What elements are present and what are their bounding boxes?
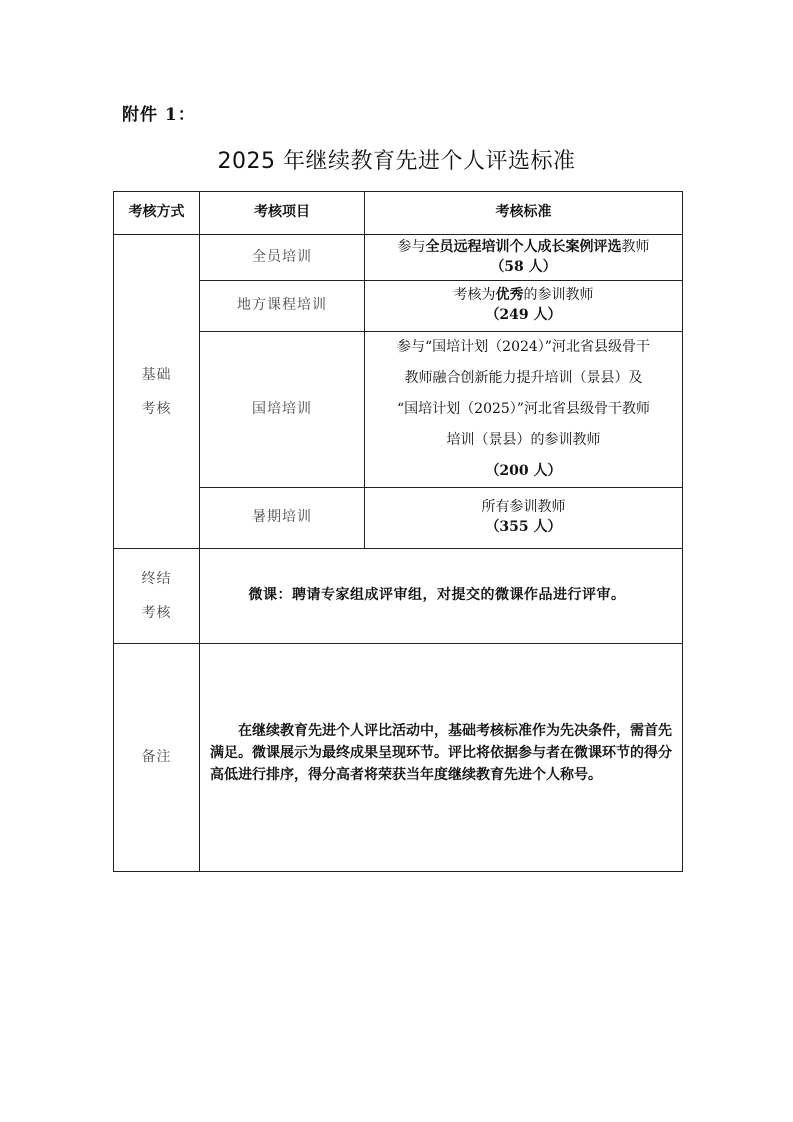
- participant-count: （249 人）: [485, 307, 562, 323]
- item-summer-training: 暑期培训: [200, 488, 365, 549]
- final-method-line1: 终结: [141, 571, 172, 587]
- standard-national-training: [365, 332, 683, 488]
- standard-text: 参与: [397, 238, 426, 255]
- basic-method-cell: [114, 235, 200, 549]
- item-local-course: 地方课程培训: [200, 281, 365, 332]
- standard-text: 所有参训教师: [481, 499, 566, 516]
- note-text: 在继续教育先进个人评比活动中，基础考核标准作为先决条件，需首先满足。微课展示为最终成果呈现环节。评比将依据参与者在微课环节的得分高低进行排序，得分高者将荣获当年度继续教育先进个人称号。: [210, 722, 672, 783]
- final-standard: 微课：聘请专家组成评审组，对提交的微课作品进行评审。: [200, 549, 683, 644]
- header-method: 考核方式: [114, 192, 200, 235]
- final-method-line2: 考核: [141, 605, 172, 621]
- final-method-cell: [114, 549, 200, 644]
- standard-text: 教师: [621, 238, 650, 255]
- standard-emphasis: 优秀: [495, 287, 524, 304]
- table-row: [114, 281, 683, 332]
- basic-method-line2: 考核: [141, 400, 172, 417]
- attachment-label: 附件 1：: [122, 105, 196, 125]
- note-cell: [200, 644, 683, 872]
- item-national-training: 国培培训: [200, 332, 365, 488]
- standard-line: “国培计划（2025）”河北省县级骨干教师: [397, 401, 650, 417]
- standard-summer-training: [365, 488, 683, 549]
- item-full-training: 全员培训: [200, 235, 365, 281]
- basic-method-line1: 基础: [141, 366, 172, 383]
- header-item: 考核项目: [200, 192, 365, 235]
- standard-text: 的参训教师: [523, 287, 594, 304]
- participant-count: （355 人）: [485, 519, 562, 535]
- note-label: 备注: [114, 644, 200, 872]
- standard-line: 教师融合创新能力提升培训（景县）及: [404, 370, 643, 386]
- standard-emphasis: 全员远程培训个人成长案例评选: [425, 238, 622, 255]
- criteria-table: [113, 191, 683, 872]
- standard-text: 考核为: [453, 287, 496, 304]
- standard-line: 参与“国培计划（2024）”河北省县级骨干: [397, 339, 650, 355]
- table-row: [114, 235, 683, 281]
- header-standard: 考核标准: [365, 192, 683, 235]
- table-row: [114, 488, 683, 549]
- standard-local-course: [365, 281, 683, 332]
- table-row: [114, 332, 683, 488]
- table-row: [114, 549, 683, 644]
- standard-full-training: [365, 235, 683, 281]
- table-row: [114, 644, 683, 872]
- standard-line: 培训（景县）的参训教师: [446, 432, 601, 448]
- participant-count: （200 人）: [485, 463, 562, 479]
- participant-count: （58 人）: [490, 258, 557, 275]
- header-row: [114, 192, 683, 235]
- page-title: 2025 年继续教育先进个人评选标准: [217, 149, 576, 174]
